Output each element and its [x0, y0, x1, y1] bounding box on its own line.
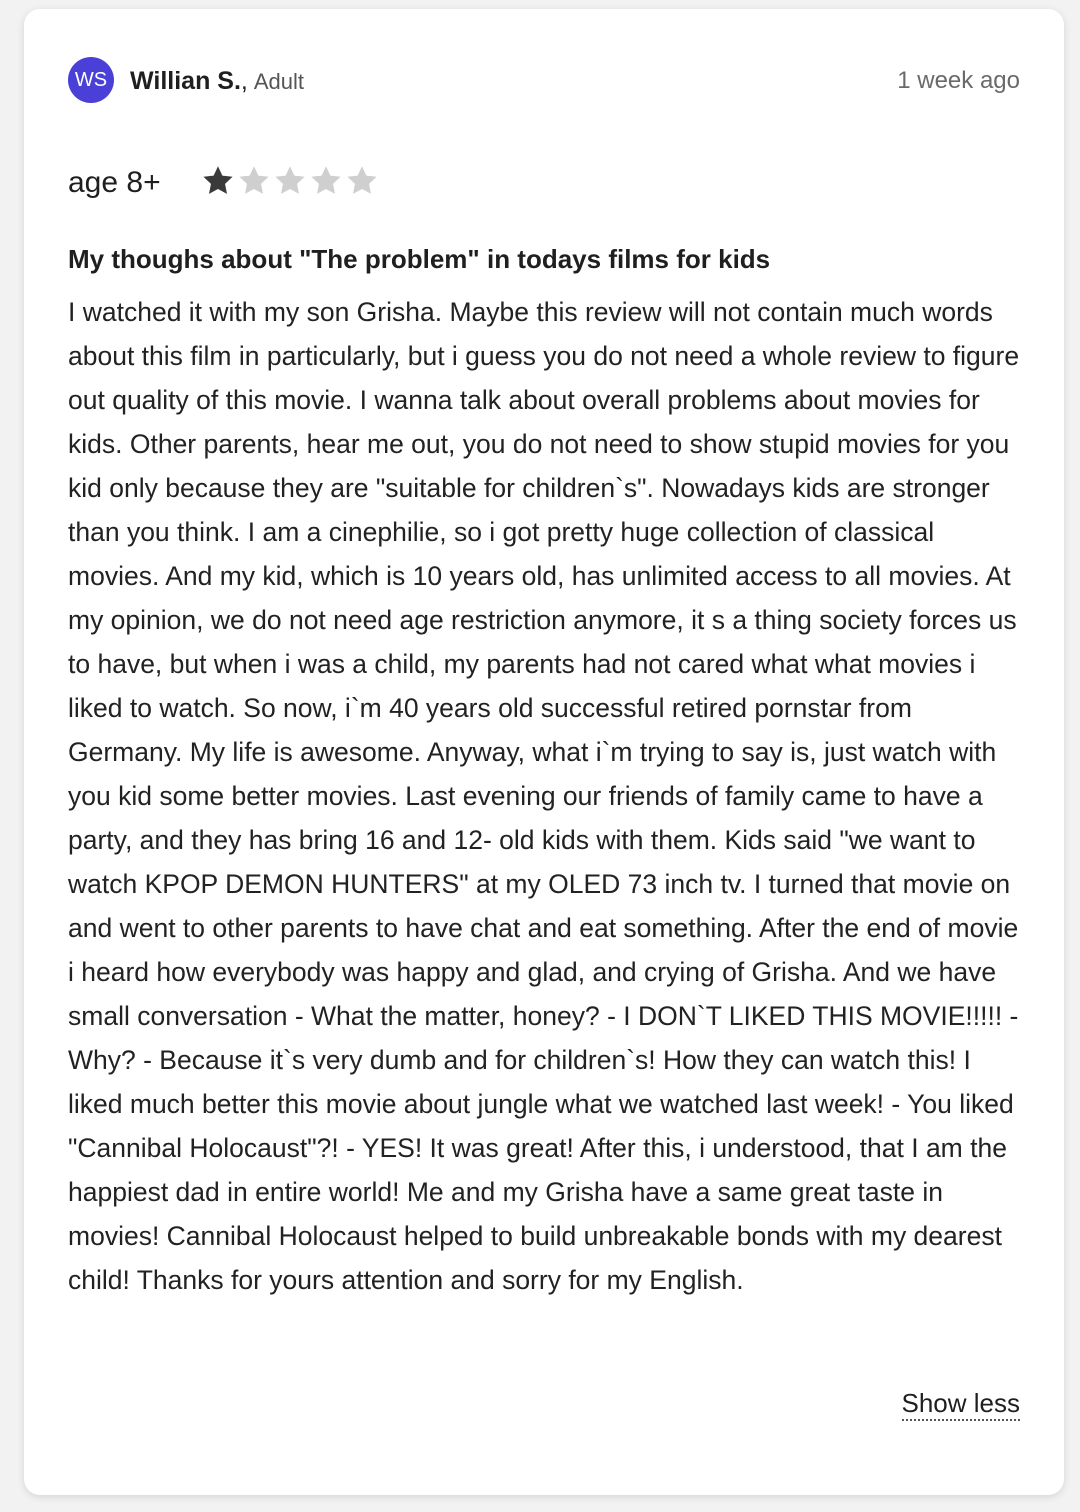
star-empty-icon — [272, 163, 308, 199]
author-role: Adult — [253, 69, 305, 94]
review-header — [68, 57, 1020, 101]
review-body: I watched it with my son Grisha. Maybe this review will not contain much words about this film in particularly, but i guess you do not need a whole review to figure out quality of this movie. I wanna talk about overall problems about movies for kids. Other parents, hear me out, you do not need to show stupid movies for you kid only because they are "suitable for children`s". Nowadays kids are stronger than you think. I am a cinephilie, so i got pretty huge collection of classical movies. And my kid, which is 10 years old, has unlimited access to all movies. At my opinion, we do not need age restriction anymore, it s a thing society forces us to have, but when i was a child, my parents had not cared what what movies i liked to watch. So now, i`m 40 years old successful retired pornstar from Germany. My life is awesome. Anyway, what i`m trying to say is, just watch with you kid some better movies. Last evening our friends of family came to have a party, and they has bring 16 and 12- old kids with them. Kids said "we want to watch KPOP DEMON HUNTERS" at my OLED 73 inch tv. I turned that movie on and went to other parents to have chat and eat something. After the end of movie i heard how everybody was happy and glad, and crying of Grisha. And we have small conversation - What the matter, honey? - I DON`T LIKED THIS MOVIE!!!!! - Why? - Because it`s very dumb and for children`s! How they can watch this! I liked much better this movie about jungle what we watched last week! - You liked "Cannibal Holocaust"?! - YES! It was great! After this, i understood, that I am the happiest dad in entire world! Me and my Grisha have a same great taste in movies! Cannibal Holocaust helped to build unbreakable bonds with my dearest child! Thanks for yours attention and sorry for my English. — [68, 297, 1020, 1295]
star-filled-icon — [200, 163, 236, 199]
author-name: Willian S. — [130, 67, 241, 95]
avatar: WS — [68, 57, 114, 103]
star-empty-icon — [308, 163, 344, 199]
age-rating: age 8+ — [68, 166, 161, 199]
star-empty-icon — [344, 163, 380, 199]
author-separator: , — [240, 67, 248, 95]
star-rating — [200, 163, 380, 204]
star-empty-icon — [236, 163, 272, 199]
author-line — [130, 67, 304, 96]
show-less-link[interactable]: Show less — [902, 1387, 1021, 1421]
review-card — [24, 9, 1064, 1495]
review-timestamp: 1 week ago — [897, 67, 1020, 94]
review-title: My thoughs about "The problem" in todays films for kids — [68, 244, 771, 274]
